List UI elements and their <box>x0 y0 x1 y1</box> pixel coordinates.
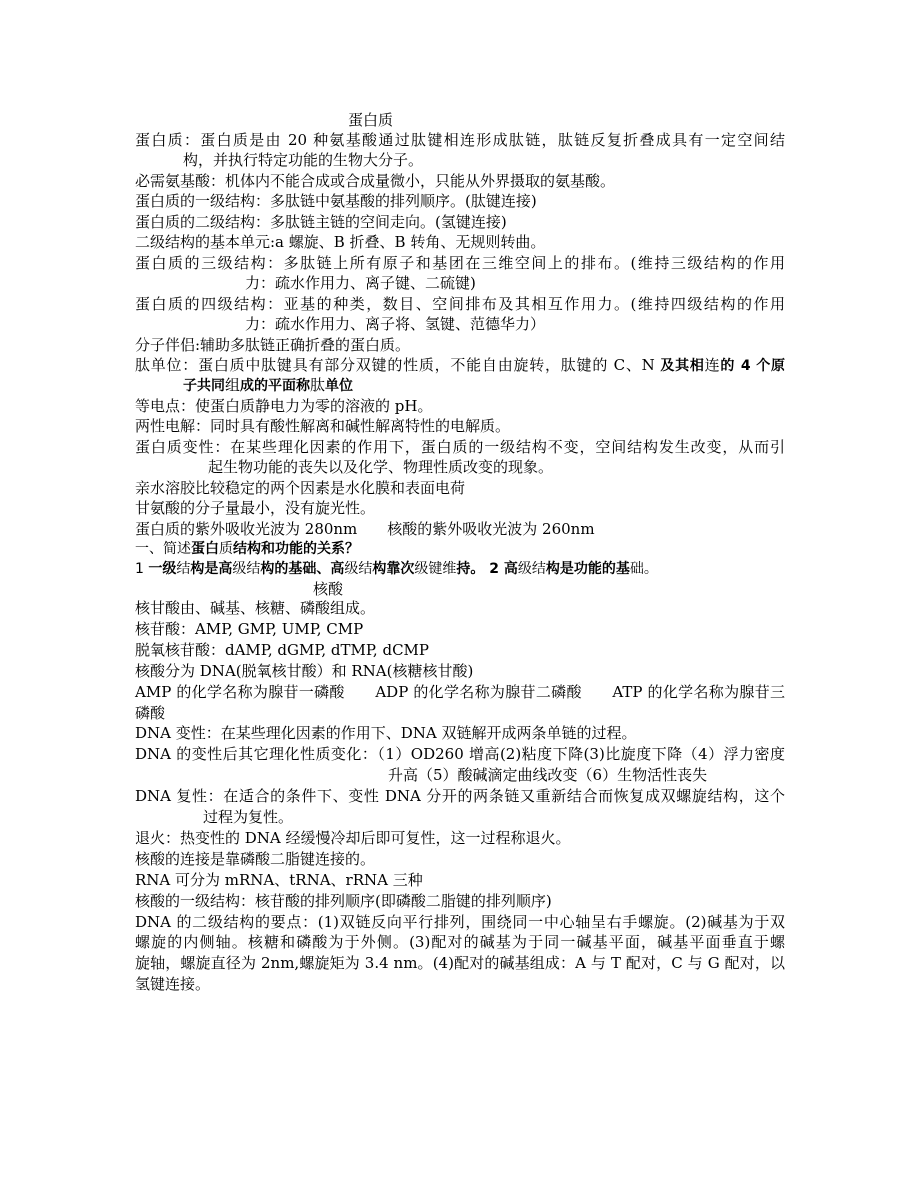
protein-text-line <box>135 519 785 539</box>
nucleic-text-line <box>135 912 785 932</box>
text-segment: 构是高 <box>190 561 233 578</box>
protein-text-line <box>135 232 785 252</box>
nucleic-text-line <box>135 723 785 743</box>
nucleic-text-line <box>135 786 785 806</box>
text-segment: 级结 <box>232 561 261 578</box>
protein-text-line <box>135 559 785 579</box>
nucleic-text-line <box>203 807 785 827</box>
protein-text-line <box>135 437 785 457</box>
text-segment: 级结 <box>517 561 546 578</box>
text-segment: 螺旋的内侧轴。核糖和磷酸为于外侧。(3)配对的碱基为于同一碱基平面，碱基平面垂直于螺 <box>135 933 785 952</box>
text-segment: 结 <box>176 561 191 578</box>
text-segment: 一、简述 <box>135 541 191 557</box>
protein-text-line <box>135 335 785 355</box>
protein-text-line <box>245 314 785 334</box>
protein-text-line <box>135 539 785 559</box>
text-segment: 蛋白质：蛋白质是由 20 种氨基酸通过肽键相连形成肽链，肽链反复折叠成具有一定空间结 <box>135 131 785 149</box>
protein-text-line <box>135 191 785 211</box>
text-segment: 脱氧核苷酸：dAMP, dGMP, dTMP, dCMP <box>135 640 430 659</box>
protein-text-line <box>183 375 785 395</box>
text-segment: 持。 2 高 <box>456 561 518 578</box>
protein-text-line <box>135 396 785 416</box>
text-segment: 蛋白质的四级结构：亚基的种类，数目、空间排布及其相互作用力。(维持四级结构的作用 <box>135 294 785 313</box>
text-segment: 旋轴，螺旋直径为 2nm,螺旋矩为 3.4 nm。(4)配对的碱基组成：A 与 T 配对，C 与 G 配对，以 <box>135 954 785 973</box>
text-segment: 起生物功能的丧失以及化学、物理性质改变的现象。 <box>208 458 554 477</box>
nucleic-text-line <box>388 765 785 785</box>
text-segment: 单位 <box>325 378 354 395</box>
nucleic-text-line <box>135 891 785 911</box>
text-segment: 一级 <box>148 561 177 578</box>
text-segment: RNA 可分为 mRNA、tRNA、rRNA 三种 <box>135 870 423 889</box>
nucleic-text-line <box>135 744 785 764</box>
text-segment: 蛋白质的二级结构：多肽链主链的空间走向。(氢键连接) <box>135 212 507 231</box>
text-segment: 级键维 <box>414 561 457 578</box>
text-segment: 结构和功能的关系？ <box>233 541 359 557</box>
text-segment: 核酸的一级结构：核苷酸的排列顺序(即磷酸二脂键的排列顺序) <box>135 891 552 910</box>
nucleic-text-line <box>135 870 785 890</box>
protein-text-line <box>135 212 785 232</box>
nucleic-text-line <box>135 619 785 639</box>
text-segment: 构的基础、高 <box>260 561 345 578</box>
text-segment: 分子伴侣:辅助多肽链正确折叠的蛋白质。 <box>135 335 411 354</box>
text-segment: 成的平面称 <box>240 378 311 395</box>
protein-text-line <box>135 171 785 191</box>
text-segment: DNA 复性：在适合的条件下、变性 DNA 分开的两条链又重新结合而恢复成双螺旋结构，这个 <box>135 787 785 806</box>
protein-text-line <box>135 130 785 150</box>
text-segment: 力：疏水作用力、离子将、氢键、范德华力） <box>245 315 546 334</box>
text-segment: 质 <box>219 541 233 557</box>
protein-text-line <box>135 416 785 436</box>
text-segment: 氢键连接。 <box>135 975 211 994</box>
text-segment: 础。 <box>629 561 658 578</box>
nucleic-text-line <box>135 953 785 973</box>
text-segment: 退火：热变性的 DNA 经缓慢冷却后即可复性，这一过程称退火。 <box>135 828 571 847</box>
text-segment: 及其相 <box>660 357 705 374</box>
text-segment: 1 <box>135 561 149 578</box>
nucleic-text-line <box>135 932 785 952</box>
text-segment: 肽单位：蛋白质中肽键具有部分双键的性质，不能自由旋转，肽键的 C、N <box>135 355 661 374</box>
protein-text-line <box>135 294 785 314</box>
protein-text-line <box>208 457 785 477</box>
section-title-nucleic-acid: 核酸 <box>313 580 344 598</box>
text-segment: 必需氨基酸：机体内不能合成或合成量微小，只能从外界摄取的氨基酸。 <box>135 171 616 190</box>
text-segment: 蛋白质变性：在某些理化因素的作用下，蛋白质的一级结构不变，空间结构发生改变，从而引 <box>135 437 785 456</box>
text-segment: 核酸的连接是靠磷酸二脂键连接的。 <box>135 849 376 868</box>
text-segment: AMP 的化学名称为腺苷一磷酸 ADP 的化学名称为腺苷二磷酸 ATP 的化学名称为腺苷三 <box>135 682 785 701</box>
protein-text-line <box>135 498 785 518</box>
nucleic-text-line <box>135 703 785 723</box>
protein-text-line <box>135 355 785 375</box>
protein-text-line <box>135 253 785 273</box>
text-segment: DNA 的变性后其它理化性质变化：（1）OD260 增高(2)粘度下降(3)比旋度下降（4）浮力密度 <box>135 745 785 764</box>
text-segment: 过程为复性。 <box>203 808 294 826</box>
text-segment: 亲水溶胶比较稳定的两个因素是水化膜和表面电荷 <box>135 478 466 497</box>
text-segment: 肽 <box>310 376 326 395</box>
nucleic-text-line <box>135 974 785 994</box>
protein-text-line <box>135 478 785 498</box>
text-segment: 构，并执行特定功能的生物大分子。 <box>183 151 424 170</box>
text-segment: 核苷酸：AMP, GMP, UMP, CMP <box>135 619 364 638</box>
text-segment: 蛋白质的紫外吸收光波为 280nm 核酸的紫外吸收光波为 260nm <box>135 519 595 538</box>
text-segment: 甘氨酸的分子量最小，没有旋光性。 <box>135 499 376 518</box>
text-segment: 构靠次 <box>372 561 415 578</box>
text-segment: 二级结构的基本单元:a 螺旋、B 折叠、B 转角、无规则转曲。 <box>135 233 546 252</box>
text-segment: 蛋白质的三级结构：多肽链上所有原子和基团在三维空间上的排布。(维持三级结构的作用 <box>135 253 785 272</box>
text-segment: 升高（5）酸碱滴定曲线改变（6）生物活性丧失 <box>388 766 708 785</box>
text-segment: 级结 <box>344 561 373 578</box>
text-segment: 等电点：使蛋白质静电力为零的溶液的 pH。 <box>135 396 433 415</box>
text-segment: 连 <box>704 355 721 374</box>
text-segment: 力：疏水作用力、离子键、二硫键) <box>245 274 476 293</box>
protein-text-line <box>183 150 785 170</box>
text-segment: 构是功能的基 <box>545 561 630 578</box>
text-segment: 蛋白 <box>191 541 219 557</box>
text-segment: 核酸分为 DNA(脱氧核甘酸）和 RNA(核糖核甘酸) <box>135 661 474 680</box>
nucleic-text-line <box>135 640 785 660</box>
nucleic-text-line <box>135 682 785 702</box>
nucleic-text-line <box>135 598 785 618</box>
nucleic-text-line <box>135 828 785 848</box>
text-segment: 蛋白质的一级结构：多肽链中氨基酸的排列顺序。(肽键连接) <box>135 192 537 211</box>
text-segment: DNA 的二级结构的要点：(1)双链反向平行排列，围绕同一中心轴呈右手螺旋。(2)碱基为于双 <box>135 912 785 931</box>
text-segment: 的 4 个原 <box>720 357 785 374</box>
text-segment: 核甘酸由、碱基、核糖、磷酸组成。 <box>135 599 376 617</box>
section-title-protein: 蛋白质 <box>348 111 394 129</box>
nucleic-text-line <box>135 849 785 869</box>
text-segment: DNA 变性：在某些理化因素的作用下、DNA 双链解开成两条单链的过程。 <box>135 724 637 743</box>
text-segment: 磷酸 <box>135 703 166 722</box>
text-segment: 组 <box>225 376 241 395</box>
nucleic-text-line <box>135 661 785 681</box>
text-segment: 子共同 <box>183 378 225 395</box>
text-segment: 两性电解：同时具有酸性解离和碱性解离特性的电解质。 <box>135 417 511 436</box>
protein-text-line <box>245 273 785 293</box>
